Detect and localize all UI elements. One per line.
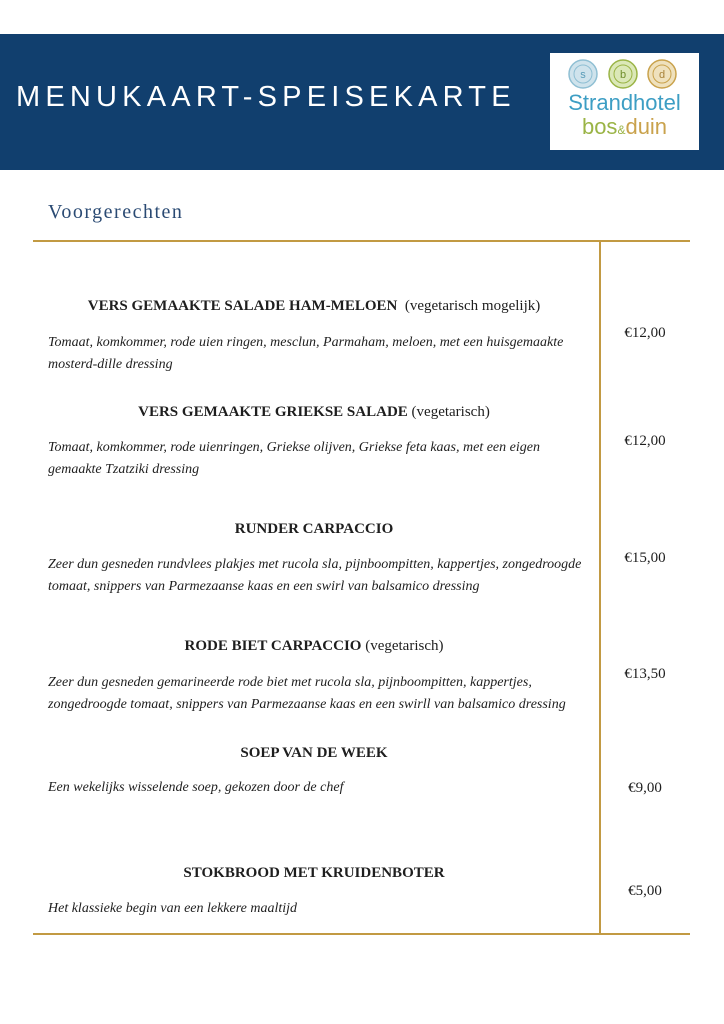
logo-letter-b: b (619, 69, 627, 81)
dish-name (40, 863, 588, 883)
dish-title: RODE BIET CARPACCIO (184, 638, 362, 654)
logo-letter-d: d (658, 69, 666, 81)
table-top-rule (33, 240, 690, 242)
dish-name (40, 519, 588, 539)
dish-title: VERS GEMAAKTE GRIEKSE SALADE (138, 404, 408, 420)
dish-price: €9,00 (628, 780, 662, 796)
dish-price: €12,00 (624, 325, 666, 341)
dish-description: Tomaat, komkommer, rode uienringen, Griekse olijven, Griekse feta kaas, met een eigen gemaakte Tzatziki dressing (48, 440, 540, 477)
logo-strandhotel: Strandhotel (568, 90, 681, 115)
dish-price: €15,00 (624, 550, 666, 566)
logo-duin: duin (625, 114, 668, 139)
dish-description: Een wekelijks wisselende soep, gekozen door de chef (48, 780, 344, 795)
dish-price: €12,00 (624, 433, 666, 449)
dish-description: Tomaat, komkommer, rode uien ringen, mesclun, Parmaham, meloen, met een huisgemaakte mosterd-dille dressing (48, 335, 564, 372)
logo-circles-icon (550, 53, 699, 93)
logo-bos-duin (550, 115, 699, 142)
dish-description: Het klassieke begin van een lekkere maaltijd (48, 901, 298, 916)
dish-name (40, 743, 588, 763)
dish-title: SOEP VAN DE WEEK (240, 745, 388, 761)
dish-name (40, 296, 588, 316)
dish-price: €13,50 (624, 666, 666, 682)
dish-price: €5,00 (628, 883, 662, 899)
dish-note: (vegetarisch) (365, 638, 444, 654)
hotel-logo (550, 53, 699, 150)
dish-name (40, 636, 588, 656)
table-bottom-rule (33, 933, 690, 935)
dish-name (40, 402, 588, 422)
dish-title: STOKBROOD MET KRUIDENBOTER (183, 865, 445, 881)
logo-ampersand: & (617, 123, 626, 137)
dish-description: Zeer dun gesneden rundvlees plakjes met rucola sla, pijnboompitten, kappertjes, zongedroogde tomaat, snippers van Parmezaanse kaas en een swirl van balsamico dressing (48, 557, 582, 594)
section-title: Voorgerechten (48, 201, 184, 223)
logo-letter-s: s (580, 69, 586, 81)
dish-title: RUNDER CARPACCIO (234, 521, 394, 537)
dish-description: Zeer dun gesneden gemarineerde rode biet met rucola sla, pijnboompitten, kappertjes, zongedroogde tomaat, snippers van Parmezaanse kaas en een swirll van balsamico dressing (48, 675, 566, 712)
dish-note: (vegetarisch) (411, 404, 490, 420)
price-column-divider (599, 240, 601, 935)
dish-note: (vegetarisch mogelijk) (404, 298, 541, 314)
dish-title: VERS GEMAAKTE SALADE HAM-MELOEN (87, 298, 398, 314)
logo-bos: bos (581, 114, 618, 139)
menu-title: MENUKAART-SPEISEKARTE (16, 81, 516, 113)
